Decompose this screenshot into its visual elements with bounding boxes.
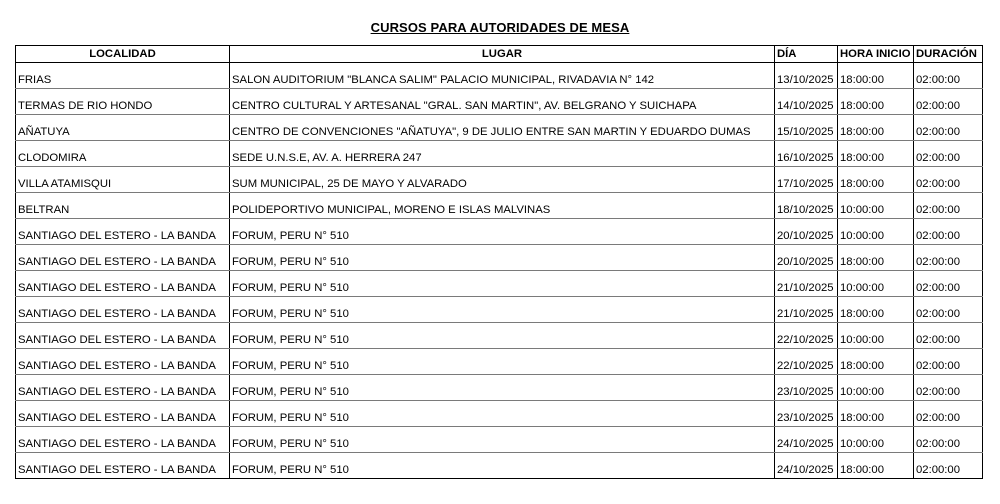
cell-localidad: SANTIAGO DEL ESTERO - LA BANDA: [16, 219, 230, 245]
cell-localidad: SANTIAGO DEL ESTERO - LA BANDA: [16, 245, 230, 271]
cell-dia: 18/10/2025: [775, 193, 838, 219]
cell-dia: 21/10/2025: [775, 271, 838, 297]
cell-localidad: BELTRAN: [16, 193, 230, 219]
cell-lugar: CENTRO DE CONVENCIONES "AÑATUYA", 9 DE JULIO ENTRE SAN MARTIN Y EDUARDO DUMAS: [230, 115, 775, 141]
cell-dia: 14/10/2025: [775, 89, 838, 115]
cell-hora-inicio: 10:00:00: [838, 219, 914, 245]
cell-lugar: CENTRO CULTURAL Y ARTESANAL "GRAL. SAN MARTIN", AV. BELGRANO Y SUICHAPA: [230, 89, 775, 115]
cell-duracion: 02:00:00: [914, 427, 983, 453]
cell-dia: 13/10/2025: [775, 63, 838, 89]
cell-lugar: FORUM, PERU N° 510: [230, 453, 775, 479]
cell-duracion: 02:00:00: [914, 245, 983, 271]
cell-dia: 15/10/2025: [775, 115, 838, 141]
cell-duracion: 02:00:00: [914, 63, 983, 89]
table-row: [16, 427, 983, 453]
cell-duracion: 02:00:00: [914, 323, 983, 349]
cell-lugar: SUM MUNICIPAL, 25 DE MAYO Y ALVARADO: [230, 167, 775, 193]
cell-dia: 23/10/2025: [775, 375, 838, 401]
cell-localidad: AÑATUYA: [16, 115, 230, 141]
cell-lugar: FORUM, PERU N° 510: [230, 427, 775, 453]
table-row: [16, 193, 983, 219]
schedule-table: [15, 45, 983, 479]
cell-dia: 22/10/2025: [775, 349, 838, 375]
table-row: [16, 245, 983, 271]
table-row: [16, 89, 983, 115]
table-row: [16, 141, 983, 167]
cell-hora-inicio: 18:00:00: [838, 89, 914, 115]
cell-localidad: SANTIAGO DEL ESTERO - LA BANDA: [16, 297, 230, 323]
cell-hora-inicio: 18:00:00: [838, 167, 914, 193]
cell-hora-inicio: 10:00:00: [838, 193, 914, 219]
cell-hora-inicio: 18:00:00: [838, 453, 914, 479]
page-title: CURSOS PARA AUTORIDADES DE MESA: [370, 20, 630, 35]
cell-dia: 17/10/2025: [775, 167, 838, 193]
cell-lugar: FORUM, PERU N° 510: [230, 401, 775, 427]
cell-hora-inicio: 18:00:00: [838, 349, 914, 375]
cell-hora-inicio: 18:00:00: [838, 245, 914, 271]
cell-lugar: FORUM, PERU N° 510: [230, 323, 775, 349]
cell-duracion: 02:00:00: [914, 297, 983, 323]
table-header-row: [16, 46, 983, 63]
table-row: [16, 167, 983, 193]
header-duracion: DURACIÓN: [914, 46, 983, 63]
table-row: [16, 63, 983, 89]
cell-lugar: FORUM, PERU N° 510: [230, 349, 775, 375]
cell-duracion: 02:00:00: [914, 141, 983, 167]
table-row: [16, 349, 983, 375]
cell-localidad: SANTIAGO DEL ESTERO - LA BANDA: [16, 401, 230, 427]
cell-localidad: SANTIAGO DEL ESTERO - LA BANDA: [16, 323, 230, 349]
cell-localidad: FRIAS: [16, 63, 230, 89]
cell-hora-inicio: 10:00:00: [838, 323, 914, 349]
cell-localidad: SANTIAGO DEL ESTERO - LA BANDA: [16, 375, 230, 401]
cell-dia: 24/10/2025: [775, 453, 838, 479]
cell-duracion: 02:00:00: [914, 219, 983, 245]
cell-localidad: VILLA ATAMISQUI: [16, 167, 230, 193]
cell-lugar: FORUM, PERU N° 510: [230, 219, 775, 245]
cell-duracion: 02:00:00: [914, 193, 983, 219]
table-row: [16, 271, 983, 297]
header-lugar: LUGAR: [230, 46, 775, 63]
cell-dia: 20/10/2025: [775, 219, 838, 245]
cell-hora-inicio: 18:00:00: [838, 141, 914, 167]
cell-duracion: 02:00:00: [914, 89, 983, 115]
table-row: [16, 115, 983, 141]
cell-dia: 23/10/2025: [775, 401, 838, 427]
cell-localidad: CLODOMIRA: [16, 141, 230, 167]
table-row: [16, 375, 983, 401]
cell-lugar: FORUM, PERU N° 510: [230, 271, 775, 297]
cell-duracion: 02:00:00: [914, 349, 983, 375]
cell-hora-inicio: 10:00:00: [838, 375, 914, 401]
cell-hora-inicio: 18:00:00: [838, 297, 914, 323]
cell-duracion: 02:00:00: [914, 375, 983, 401]
cell-localidad: SANTIAGO DEL ESTERO - LA BANDA: [16, 349, 230, 375]
header-localidad: LOCALIDAD: [16, 46, 230, 63]
table-row: [16, 401, 983, 427]
cell-dia: 24/10/2025: [775, 427, 838, 453]
table-row: [16, 219, 983, 245]
cell-lugar: FORUM, PERU N° 510: [230, 297, 775, 323]
cell-duracion: 02:00:00: [914, 167, 983, 193]
cell-hora-inicio: 10:00:00: [838, 271, 914, 297]
cell-hora-inicio: 10:00:00: [838, 427, 914, 453]
cell-dia: 16/10/2025: [775, 141, 838, 167]
cell-localidad: TERMAS DE RIO HONDO: [16, 89, 230, 115]
cell-duracion: 02:00:00: [914, 271, 983, 297]
cell-hora-inicio: 18:00:00: [838, 63, 914, 89]
cell-hora-inicio: 18:00:00: [838, 115, 914, 141]
table-body: [16, 63, 983, 479]
cell-dia: 21/10/2025: [775, 297, 838, 323]
table-row: [16, 323, 983, 349]
header-dia: DÍA: [775, 46, 838, 63]
cell-localidad: SANTIAGO DEL ESTERO - LA BANDA: [16, 427, 230, 453]
cell-duracion: 02:00:00: [914, 115, 983, 141]
cell-localidad: SANTIAGO DEL ESTERO - LA BANDA: [16, 271, 230, 297]
cell-duracion: 02:00:00: [914, 401, 983, 427]
cell-hora-inicio: 18:00:00: [838, 401, 914, 427]
cell-dia: 20/10/2025: [775, 245, 838, 271]
cell-lugar: SEDE U.N.S.E, AV. A. HERRERA 247: [230, 141, 775, 167]
cell-localidad: SANTIAGO DEL ESTERO - LA BANDA: [16, 453, 230, 479]
cell-dia: 22/10/2025: [775, 323, 838, 349]
cell-duracion: 02:00:00: [914, 453, 983, 479]
cell-lugar: FORUM, PERU N° 510: [230, 245, 775, 271]
header-hora-inicio: HORA INICIO: [838, 46, 914, 63]
table-row: [16, 453, 983, 479]
table-row: [16, 297, 983, 323]
cell-lugar: SALON AUDITORIUM "BLANCA SALIM" PALACIO MUNICIPAL, RIVADAVIA N° 142: [230, 63, 775, 89]
cell-lugar: FORUM, PERU N° 510: [230, 375, 775, 401]
cell-lugar: POLIDEPORTIVO MUNICIPAL, MORENO E ISLAS MALVINAS: [230, 193, 775, 219]
